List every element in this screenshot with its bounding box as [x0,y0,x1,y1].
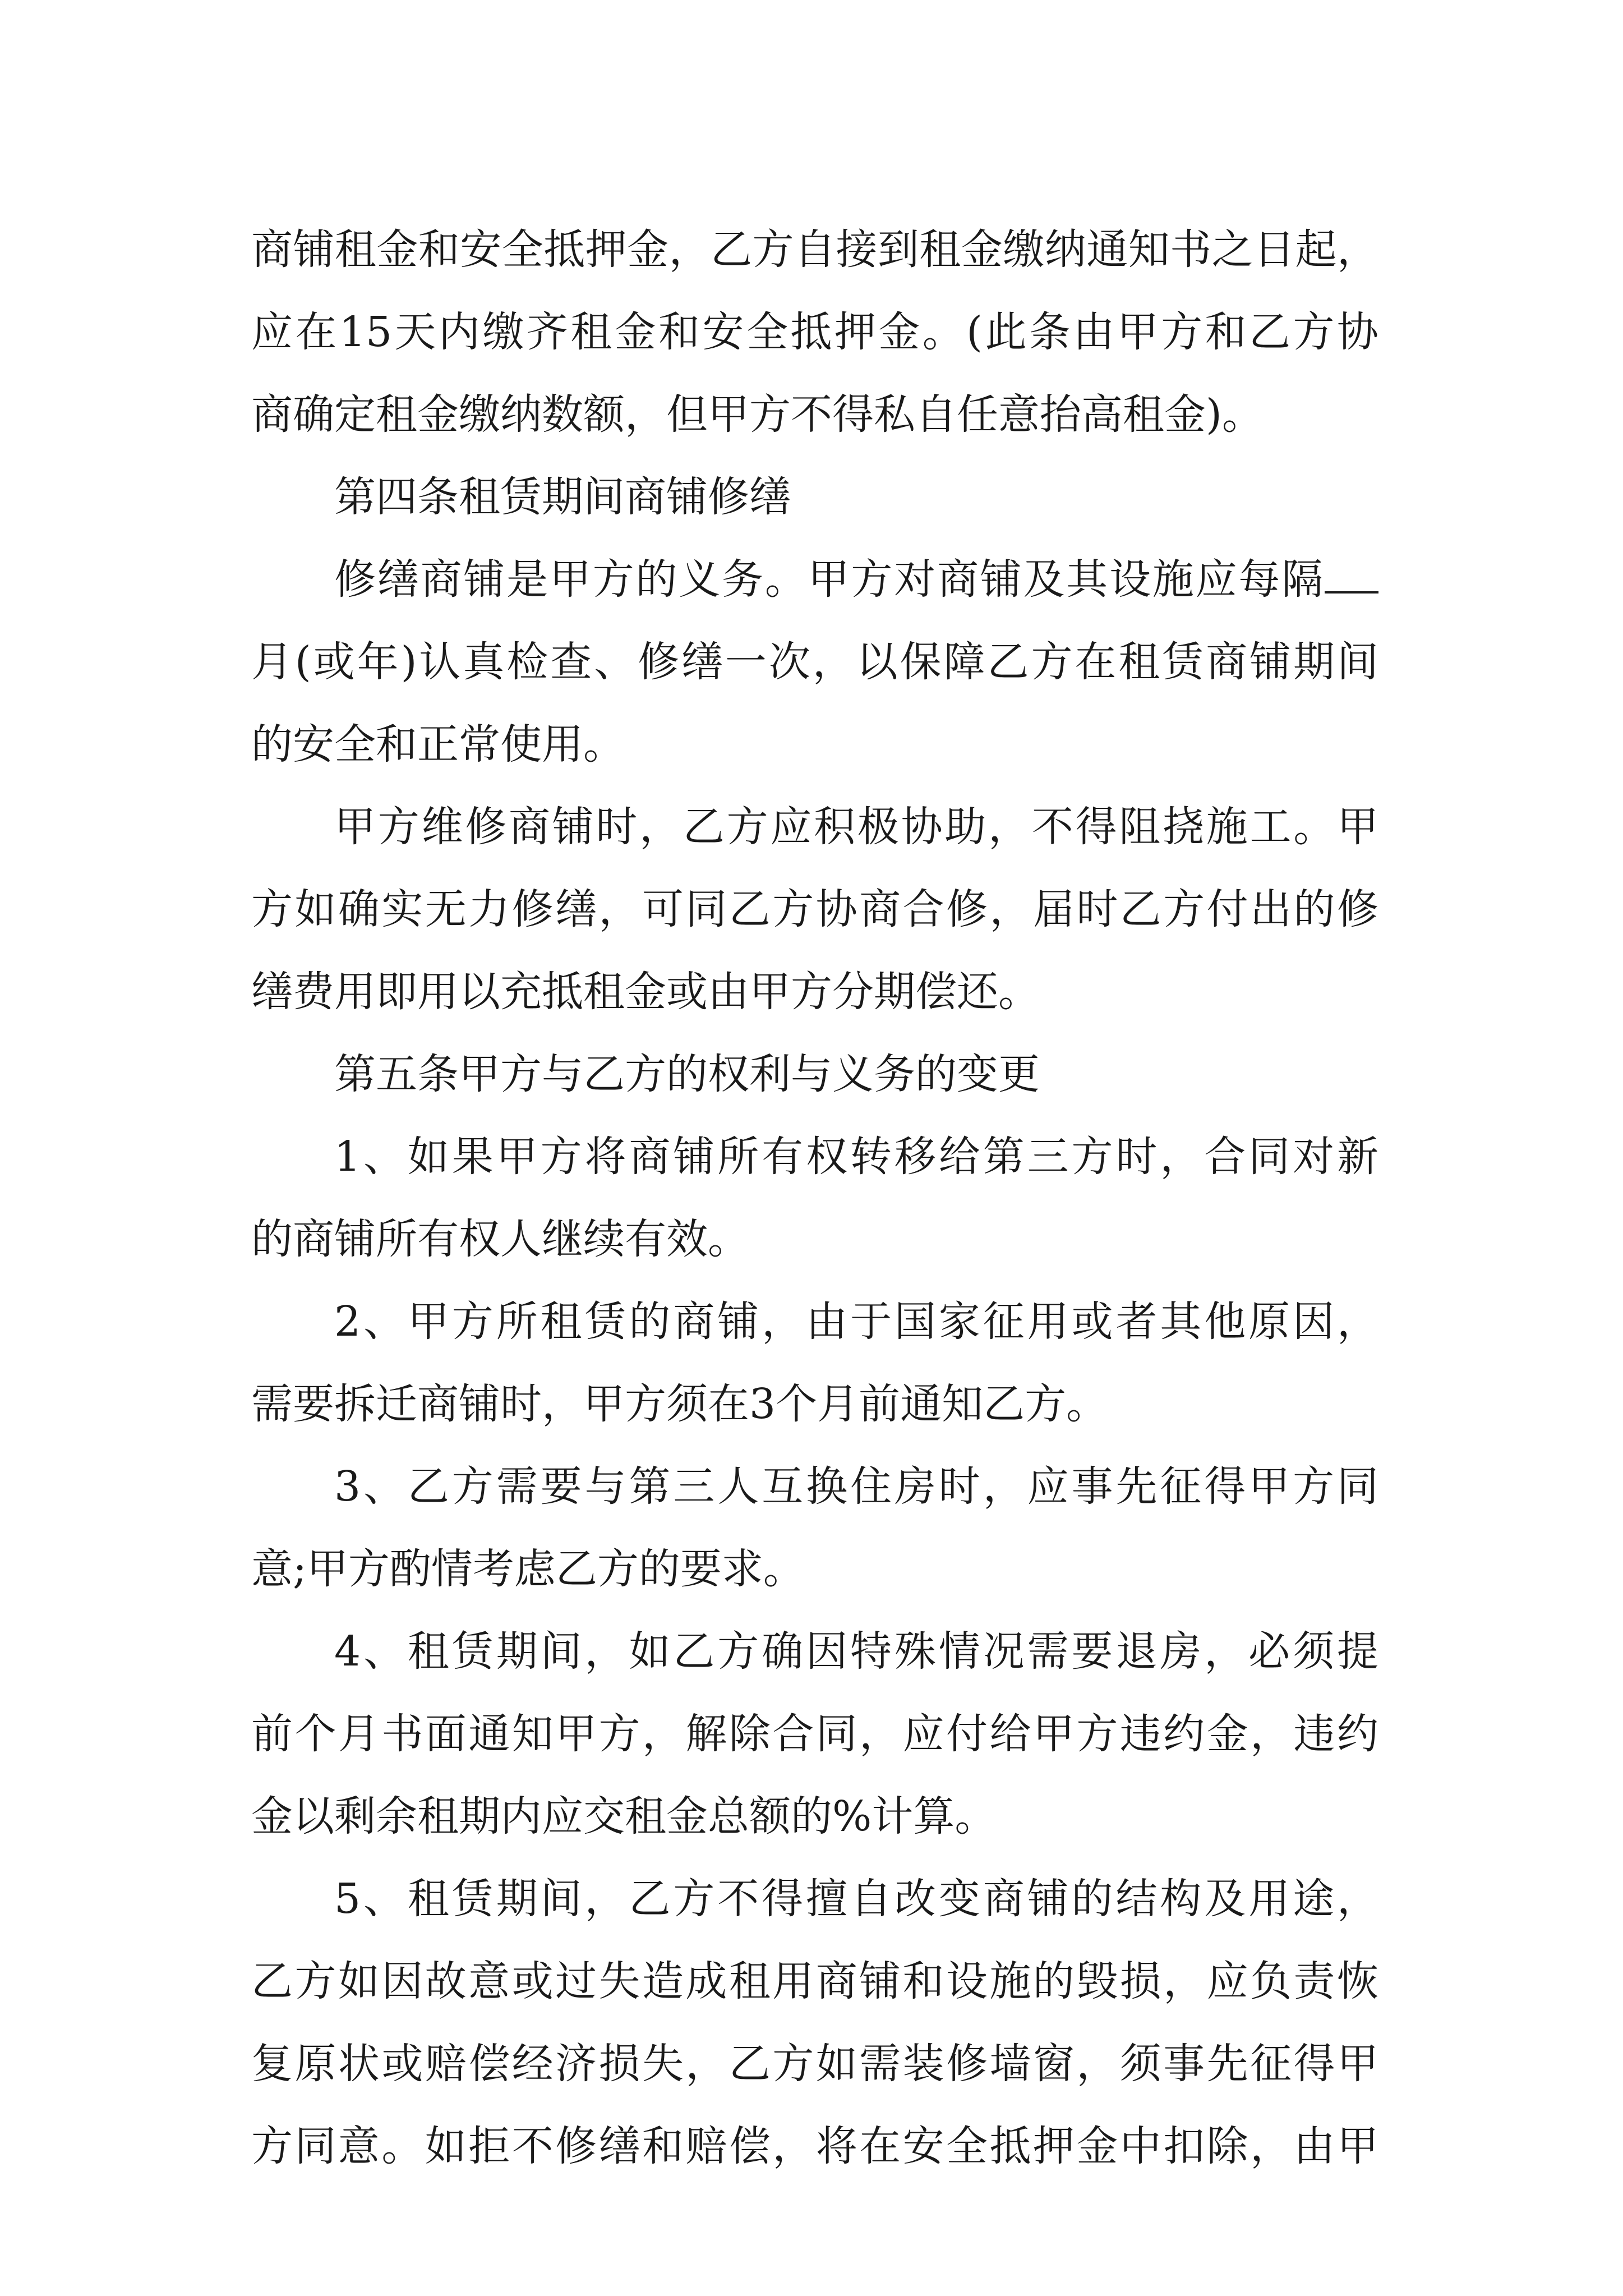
text-line: 缮费用即用以充抵租金或由甲方分期偿还。 [251,968,1040,1016]
text-line: 3、乙方需要与第三人互换住房时，应事先征得甲方同 [334,1462,1378,1511]
text-line: 乙方如因故意或过失造成租用商铺和设施的毁损，应负责恢 [251,1957,1378,2005]
section-heading: 第五条甲方与乙方的权利与义务的变更 [334,1050,1040,1098]
text-line: 前个月书面通知甲方，解除合同，应付给甲方违约金，违约 [251,1710,1378,1758]
text-line: 方同意。如拒不修缮和赔偿，将在安全抵押金中扣除，由甲 [251,2122,1378,2170]
text-line: 商铺租金和安全抵押金，乙方自接到租金缴纳通知书之日起， [251,226,1378,274]
fill-in-blank [1325,589,1378,593]
text-line: 复原状或赔偿经济损失，乙方如需装修墙窗，须事先征得甲 [251,2040,1378,2088]
text-line: 甲方维修商铺时，乙方应积极协助，不得阻挠施工。甲 [334,803,1378,851]
text-line: 商确定租金缴纳数额，但甲方不得私自任意抬高租金)。 [251,390,1264,439]
text-line: 1、如果甲方将商铺所有权转移给第三方时，合同对新 [334,1133,1378,1181]
text-line: 需要拆迁商铺时，甲方须在3个月前通知乙方。 [251,1380,1108,1428]
section-heading: 第四条租赁期间商铺修缮 [334,473,791,521]
document-body [251,209,1378,2188]
text-line: 应在15天内缴齐租金和安全抵押金。(此条由甲方和乙方协 [251,308,1378,356]
text-line-with-blank [251,539,1378,621]
text-line: 意;甲方酌情考虑乙方的要求。 [251,1545,805,1593]
text-line: 2、甲方所租赁的商铺，由于国家征用或者其他原因， [334,1297,1378,1346]
text-line: 月(或年)认真检查、修缮一次，以保障乙方在租赁商铺期间 [251,638,1378,686]
text-line: 金以剩余租期内应交租金总额的%计算。 [251,1792,997,1841]
text-line: 的商铺所有权人继续有效。 [251,1215,749,1263]
text-line: 4、租赁期间，如乙方确因特殊情况需要退房，必须提 [334,1627,1378,1676]
text-line: 的安全和正常使用。 [251,720,625,769]
text-line: 方如确实无力修缮，可同乙方协商合修，届时乙方付出的修 [251,885,1378,933]
text-line: 修缮商铺是甲方的义务。甲方对商铺及其设施应每隔 [334,555,1325,604]
text-line: 5、租赁期间，乙方不得擅自改变商铺的结构及用途， [334,1875,1378,1923]
